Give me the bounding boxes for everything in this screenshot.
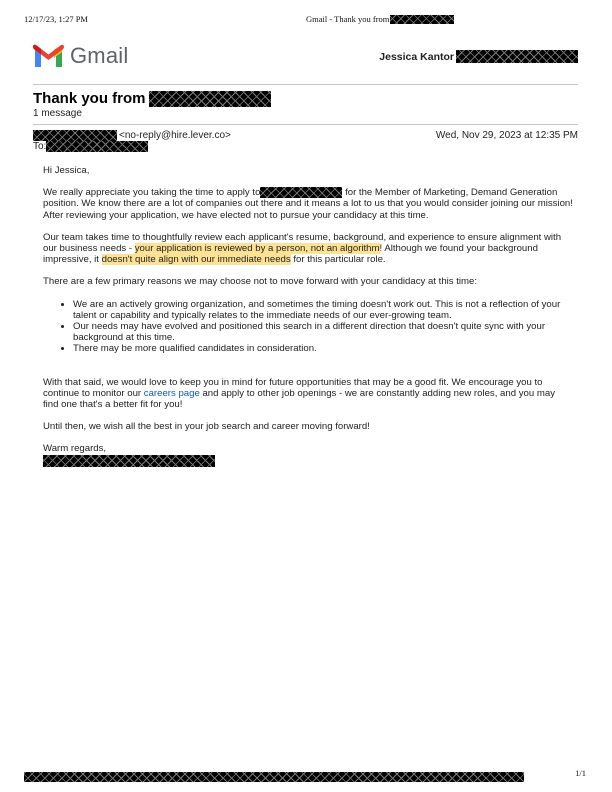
account-name [379, 50, 578, 63]
highlight-text: doesn't quite align with our immediate needs [101, 254, 291, 266]
signoff: Warm regards, [43, 443, 107, 455]
page-number: 1/1 [575, 768, 586, 778]
reasons-list [43, 299, 573, 355]
list-item: • Our needs may have evolved and positioned this search in a different direction that doesn't quite sync with your background at this time. [73, 321, 573, 343]
message-body [43, 165, 573, 467]
print-header [24, 12, 588, 24]
print-timestamp: 12/17/23, 1:27 PM [24, 14, 88, 24]
redaction-bar [46, 141, 148, 152]
message-recipient [33, 141, 148, 152]
redaction-bar [390, 15, 454, 24]
redaction-bar [33, 130, 117, 141]
divider [33, 124, 578, 125]
divider [33, 84, 578, 85]
p2-text-a: Our team takes time to thoughtfully review each applicant's resume, background, and experience to ensure alignment with our business needs - [43, 231, 562, 255]
to-label: To: [33, 141, 47, 152]
p2-text-c: for this particular role. [290, 254, 386, 266]
p2-text-b: ! Although we found your background impressive, it [43, 243, 538, 266]
footer-url [24, 768, 524, 786]
print-title [306, 14, 454, 24]
p4-text-b: and apply to other job openings - we are constantly adding new roles, and you may find one that's a better fit for you! [43, 387, 555, 411]
thread-subject [33, 90, 271, 107]
redaction-bar [43, 455, 215, 467]
redaction-bar [149, 91, 271, 107]
p4-text-a: With that said, we would love to keep you in mind for future opportunities that may be a good fit. We encourage you to continue to monitor our [43, 376, 543, 399]
paragraph-4 [43, 377, 573, 411]
highlight-text: your application is reviewed by a person, not an algorithm [134, 243, 380, 255]
message-count: 1 message [33, 108, 82, 119]
account-name-text: Jessica Kantor [379, 50, 454, 63]
subject-text: Thank you from [33, 90, 146, 107]
gmail-logo[interactable] [33, 43, 128, 69]
gmail-logo-icon [33, 44, 64, 68]
paragraph-1 [43, 187, 573, 221]
paragraph-5: Until then, we wish all the best in your job search and career moving forward! [43, 421, 370, 433]
redaction-bar [24, 772, 524, 782]
message-sender [33, 130, 231, 141]
sender-email: <no-reply@hire.lever.co> [119, 130, 231, 141]
list-item: • We are an actively growing organization, and sometimes the timing doesn't work out. This is not a reflection of your talent or capability and typically relates to the immediate needs of our ever-growing team. [73, 299, 573, 321]
paragraph-2 [43, 232, 573, 266]
p1-text-a: We really appreciate you taking the time to apply to [43, 187, 261, 199]
list-item: • There may be more qualified candidates in consideration. [73, 343, 573, 354]
print-title-text: Gmail - Thank you from [306, 14, 390, 24]
redaction-bar [456, 50, 578, 63]
redaction-bar [260, 187, 342, 198]
p1-text-b: for the Member of Marketing, Demand Generation position. We know there are a lot of companies out there and it means a lot to us that you would consider joining our mission! After reviewing your application, we have elected not to pursue your candidacy at this time. [43, 187, 573, 221]
careers-page-link[interactable]: careers page [143, 387, 200, 399]
greeting: Hi Jessica, [43, 165, 90, 176]
message-date: Wed, Nov 29, 2023 at 12:35 PM [435, 130, 578, 141]
gmail-wordmark: Gmail [70, 43, 129, 68]
paragraph-3: There are a few primary reasons we may choose not to move forward with your candidacy at this time: [43, 276, 478, 288]
